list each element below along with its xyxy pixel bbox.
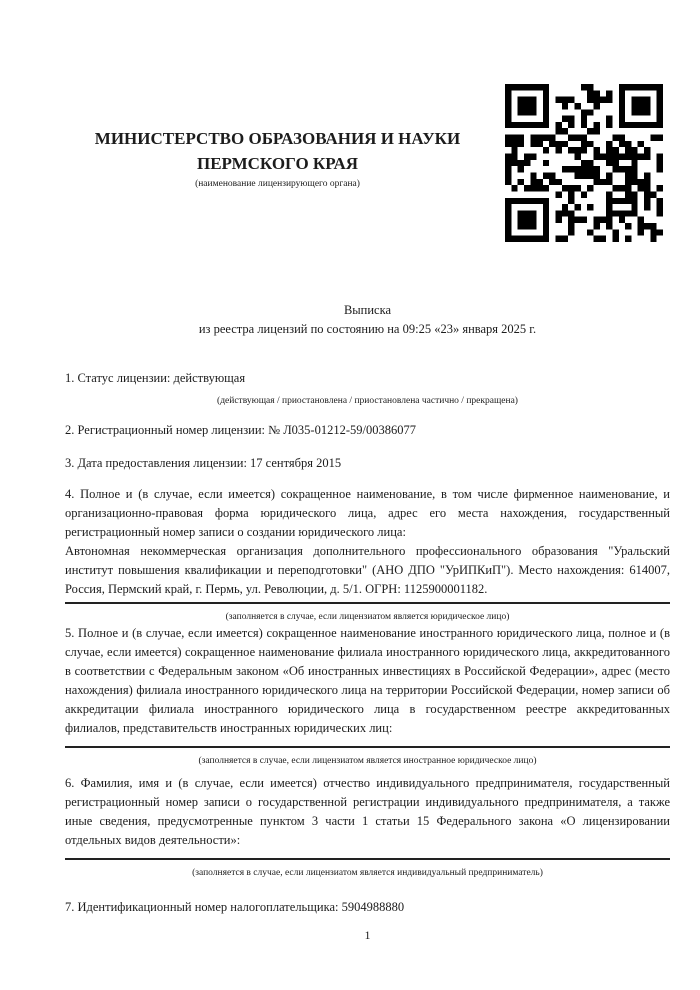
- item-1-license-status: [65, 369, 670, 411]
- item-7-text: 7. Идентификационный номер налогоплательщика: 5904988880: [65, 900, 405, 914]
- item-6-fill-in-line: [65, 850, 670, 860]
- ministry-note: (наименование лицензирующего органа): [195, 179, 360, 189]
- ministry-name-line2: ПЕРМСКОГО КРАЯ: [196, 154, 359, 173]
- item-6-text: 6. Фамилия, имя и (в случае, если имеется) отчество индивидуального предпринимателя, государственный регистрационный номер записи о государственной регистрации индивидуального предпринимателя, а также иные сведения, предусмотренные пунктом 3 части 1 статьи 15 Федерального закона «О лицензировании отдельных видов деятельности»:: [65, 776, 670, 847]
- item-3-license-date: [65, 454, 670, 473]
- item-5-note: (заполняется в случае, если лицензиатом является иностранное юридическое лицо): [198, 756, 537, 766]
- document-title: [65, 301, 670, 339]
- item-4-note: (заполняется в случае, если лицензиатом является юридическое лицо): [225, 612, 510, 622]
- document-title-line2: из реестра лицензий по состоянию на 09:25 «23» января 2025 г.: [198, 322, 537, 336]
- page-number: 1: [364, 928, 371, 942]
- item-6-note: (заполняется в случае, если лицензиатом является индивидуальный предприниматель): [192, 868, 543, 878]
- item-2-registration-number: [65, 421, 670, 440]
- item-2-text: 2. Регистрационный номер лицензии: № Л035-01212-59/00386077: [65, 423, 416, 437]
- item-4-legal-entity: [65, 485, 670, 627]
- licensing-authority-header: [65, 126, 490, 189]
- item-1-text: 1. Статус лицензии: действующая: [65, 371, 246, 385]
- item-5-text: 5. Полное и (в случае, если имеется) сокращенное наименование иностранного юридического лица, полное и (в случае, если имеется) сокращенное наименование филиала иностранного юридического лица, аккредитованного в соответствии с Федеральным законом «Об иностранных инвестициях в Российской Федерации», адрес (место нахождения) филиала иностранного юридического лица на территории Российской Федерации, номер записи об аккредитации филиала иностранного юридического лица в государственном реестре аккредитованных филиалов, представительств иностранных юридических лиц:: [65, 626, 670, 735]
- item-4-text: 4. Полное и (в случае, если имеется) сокращенное наименование, в том числе фирменное наименование, и организационно-правовая форма юридического лица, адрес его места нахождения, государственный регистрационный номер записи о создании юридического лица:: [65, 487, 670, 539]
- document-title-line1: Выписка: [343, 303, 392, 317]
- item-1-note: (действующая / приостановлена / приостановлена частично / прекращена): [217, 396, 518, 406]
- item-4-value: Автономная некоммерческая организация дополнительного профессионального образования "Уральский институт повышения квалификации и переподготовки" (АНО ДПО "УрИПКиП"). Место нахождения: 614007, Россия, Пермский край, г. Пермь, ул. Революции, д. 5/1. ОГРН: 1125900001182.: [65, 542, 670, 604]
- item-5-foreign-entity: [65, 624, 670, 771]
- item-6-individual-entrepreneur: [65, 774, 670, 883]
- item-3-text: 3. Дата предоставления лицензии: 17 сентября 2015: [65, 456, 342, 470]
- qr-code-icon: [505, 84, 663, 242]
- item-5-fill-in-line: [65, 738, 670, 748]
- ministry-name-line1: МИНИСТЕРСТВО ОБРАЗОВАНИЯ И НАУКИ: [94, 129, 461, 148]
- item-7-taxpayer-id: [65, 898, 670, 917]
